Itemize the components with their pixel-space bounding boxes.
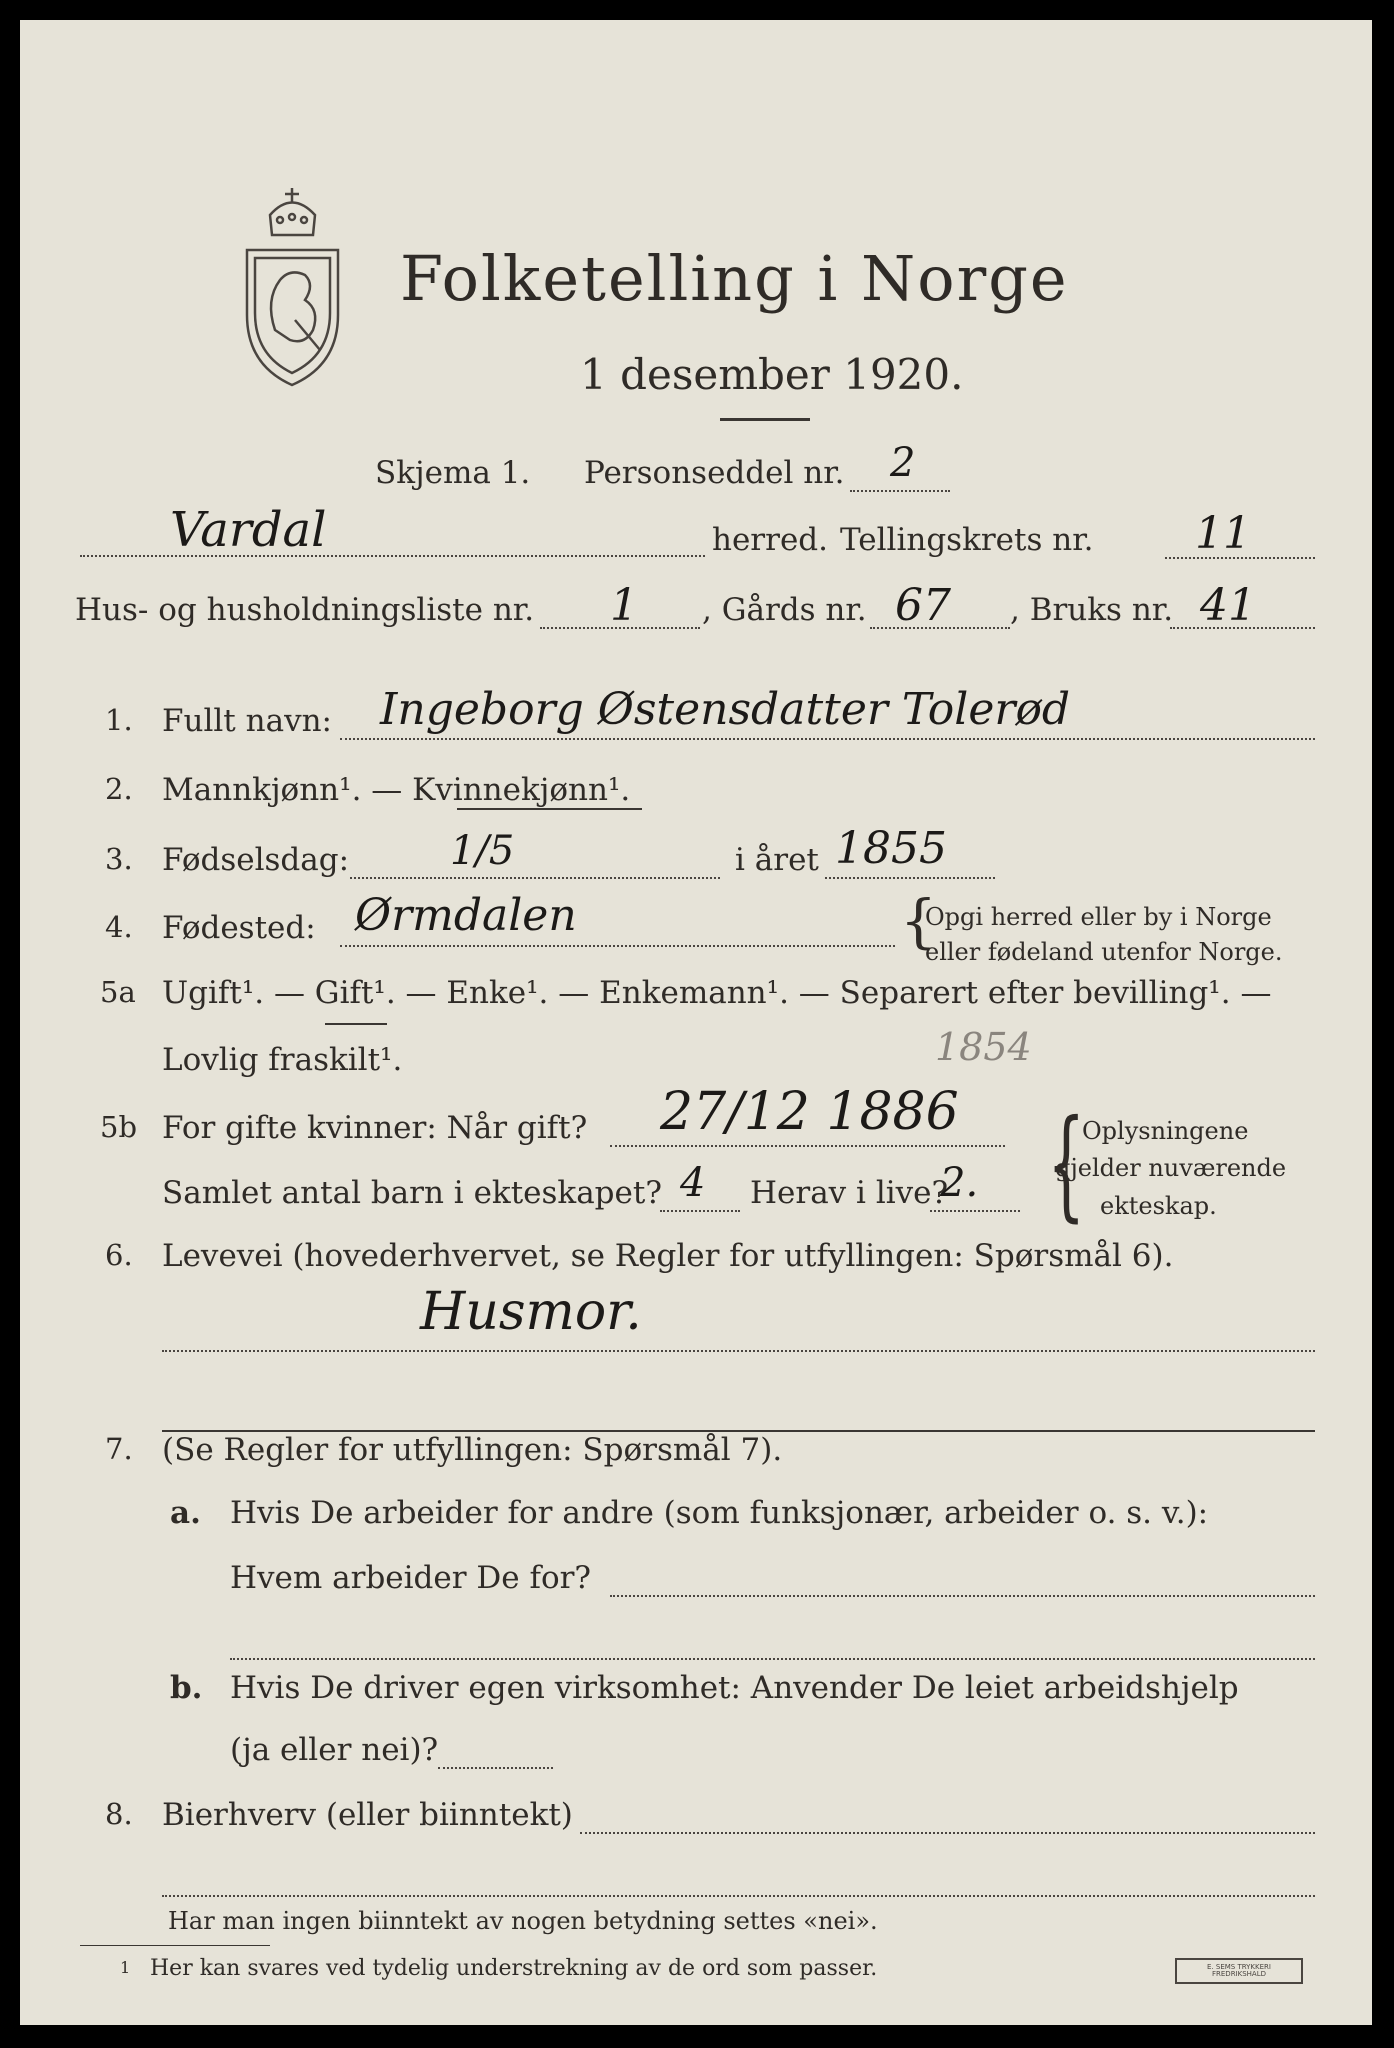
q1-number: 1. (105, 703, 133, 737)
q4-number: 4. (105, 910, 133, 944)
q3-label: Fødselsdag: (162, 842, 350, 878)
q2-number: 2. (105, 772, 133, 806)
birthplace-field[interactable]: Ørmdalen (355, 890, 577, 941)
title-divider (720, 418, 810, 421)
birth-year-field[interactable]: 1855 (835, 823, 947, 874)
full-name-field[interactable]: Ingeborg Østensdatter Tolerød (380, 684, 1071, 735)
q5b-married-field-line (610, 1145, 1005, 1147)
q5b-note-line2: gjelder nuværende (1055, 1154, 1287, 1182)
q5a-status-options: Ugift¹. — Gift¹. — Enke¹. — Enkemann¹. — Separert efter bevilling¹. — (162, 975, 1272, 1011)
q2-kvinnekjonn-underline (457, 808, 642, 810)
q4-note-brace: { (900, 887, 937, 955)
skjema-label: Skjema 1. (375, 455, 531, 491)
q4-note-line1: Opgi herred eller by i Norge (925, 903, 1272, 931)
q1-label: Fullt navn: (162, 703, 332, 739)
q3-number: 3. (105, 842, 133, 876)
occupation-field[interactable]: Husmor. (420, 1282, 642, 1342)
q7a-line1: Hvis De arbeider for andre (som funksjonær, arbeider o. s. v.): (230, 1495, 1209, 1531)
q2-gender-options: Mannkjønn¹. — Kvinnekjønn¹. (162, 772, 631, 808)
footnote-divider (80, 1945, 270, 1946)
footnote-mark: 1 (120, 1958, 131, 1977)
bruks-label: , Bruks nr. (1010, 592, 1174, 628)
bruks-field[interactable]: 41 (1200, 580, 1256, 631)
q5b-number: 5b (100, 1110, 138, 1144)
q5b-note-brace: { (1047, 1095, 1086, 1234)
q5b-children-label: Samlet antal barn i ekteskapet? (162, 1175, 662, 1211)
q6-label: Levevei (hovederhvervet, se Regler for utfyllingen: Spørsmål 6). (162, 1238, 1174, 1274)
q5a-fraskilt: Lovlig fraskilt¹. (162, 1042, 403, 1078)
q7a-line2: Hvem arbeider De for? (230, 1560, 592, 1596)
q5b-alive-field-line (930, 1210, 1020, 1212)
gaards-label: , Gårds nr. (702, 592, 867, 628)
q3-year-field-line (825, 877, 995, 879)
q5a-number: 5a (100, 975, 136, 1009)
q7a-letter: a. (170, 1495, 201, 1531)
q6-field-line-1 (162, 1350, 1315, 1352)
q8-label: Bierhverv (eller biinntekt) (162, 1797, 573, 1833)
q6-number: 6. (105, 1238, 133, 1272)
q4-label: Fødested: (162, 910, 316, 946)
q3-year-label: i året (735, 842, 819, 878)
q5b-note-line3: ekteskap. (1100, 1192, 1217, 1220)
birth-day-field[interactable]: 1/5 (450, 828, 515, 874)
footnote-text: Her kan svares ved tydelig understrekning av de ord som passer. (150, 1956, 878, 1981)
q5b-note-line1: Oplysningene (1082, 1117, 1249, 1145)
q7-number: 7. (105, 1432, 133, 1466)
husholdningsliste-label: Hus- og husholdningsliste nr. (75, 592, 535, 628)
personseddel-field-line (850, 490, 950, 492)
q3-day-field-line (350, 877, 720, 879)
herred-field[interactable]: Vardal (170, 502, 327, 558)
gaards-field[interactable]: 67 (895, 580, 951, 631)
personseddel-number-field[interactable]: 2 (890, 440, 916, 486)
printer-stamp (1175, 1958, 1303, 1984)
coat-of-arms-emblem (235, 180, 350, 395)
q7b-letter: b. (170, 1670, 203, 1706)
marriage-date-field[interactable]: 27/12 1886 (660, 1082, 959, 1142)
q5b-alive-label: Herav i live? (750, 1175, 949, 1211)
q8-number: 8. (105, 1797, 133, 1831)
q4-note-line2: eller fødeland utenfor Norge. (925, 938, 1283, 966)
q8-field-line[interactable] (580, 1832, 1315, 1834)
q5a-gift-underline (325, 1023, 387, 1025)
form-title: Folketelling i Norge (400, 242, 1069, 315)
q7a-extra-line[interactable] (230, 1658, 1315, 1660)
q8-extra-line[interactable] (162, 1895, 1315, 1897)
q1-field-line (340, 738, 1315, 740)
q8-note: Har man ingen biinntekt av nogen betydning settes «nei». (168, 1907, 878, 1935)
q5b-married-label: For gifte kvinner: Når gift? (162, 1110, 588, 1146)
husholdningsliste-field[interactable]: 1 (610, 580, 638, 631)
printer-stamp-text: E. SEMS TRYKKERI FREDRIKSHALD (1207, 1962, 1271, 1978)
children-alive-field[interactable]: 2. (940, 1160, 979, 1206)
herred-label: herred. (712, 522, 828, 558)
q4-field-line (340, 945, 895, 947)
q5a-margin-note: 1854 (935, 1025, 1032, 1069)
census-form (20, 20, 1372, 2025)
tellingskrets-field[interactable]: 11 (1195, 508, 1251, 559)
q7b-line2: (ja eller nei)? (230, 1732, 439, 1768)
children-count-field[interactable]: 4 (680, 1160, 706, 1206)
census-date: 1 desember 1920. (580, 350, 964, 399)
q7a-field-line[interactable] (610, 1595, 1315, 1597)
q5b-children-field-line (660, 1210, 740, 1212)
q7-label: (Se Regler for utfyllingen: Spørsmål 7). (162, 1432, 783, 1468)
q7b-field-line[interactable] (438, 1767, 553, 1769)
tellingskrets-label: Tellingskrets nr. (840, 522, 1094, 558)
q7b-line1: Hvis De driver egen virksomhet: Anvender De leiet arbeidshjelp (230, 1670, 1239, 1706)
personseddel-label: Personseddel nr. (584, 455, 845, 491)
